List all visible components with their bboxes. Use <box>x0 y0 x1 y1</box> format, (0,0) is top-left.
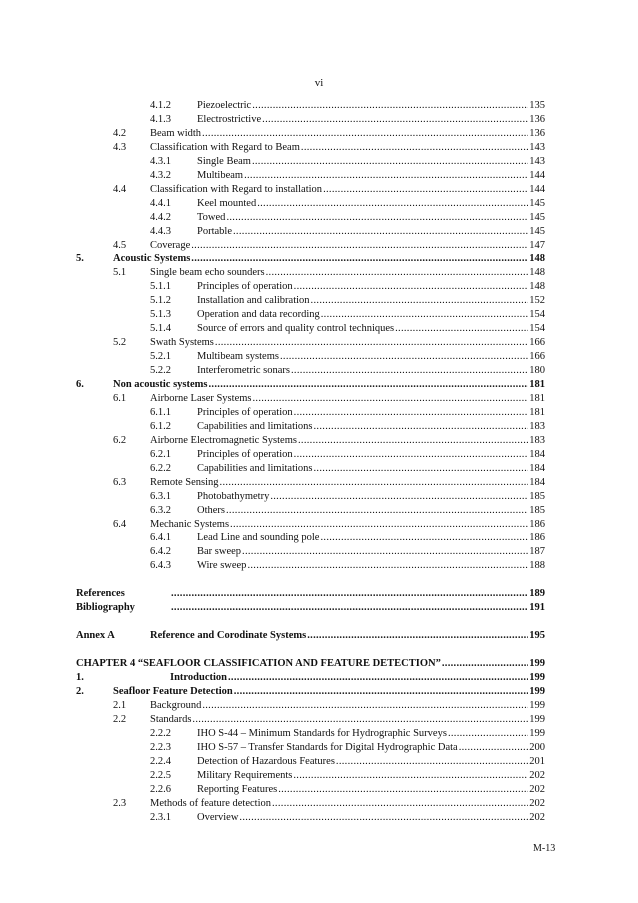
toc-entry-page: 199 <box>529 686 545 697</box>
toc-entry <box>113 518 545 532</box>
toc-entry-number: 2.2 <box>113 713 127 725</box>
toc-entry-page: 144 <box>529 169 545 181</box>
toc-entry-number: 5.1.4 <box>150 323 171 335</box>
toc-entry-page: 188 <box>529 560 545 572</box>
toc-entry <box>150 490 545 504</box>
dot-leader <box>298 434 528 448</box>
dot-leader <box>321 308 529 322</box>
toc-entry <box>150 531 545 545</box>
dot-leader <box>266 266 529 280</box>
dot-leader <box>280 350 528 364</box>
toc-entry-page: 184 <box>529 448 545 460</box>
toc-entry-number: 6.4.2 <box>150 546 171 558</box>
toc-entry-page: 202 <box>529 783 545 795</box>
toc-entry-title: Detection of Hazardous Features <box>197 755 335 767</box>
dot-leader <box>244 169 528 183</box>
toc-entry-title: Military Requirements <box>197 769 293 781</box>
toc-entry-page: 184 <box>529 462 545 474</box>
toc-entry-number: 6.1 <box>113 392 127 404</box>
toc-entry <box>113 476 545 490</box>
toc-entry-title: Lead Line and sounding pole <box>197 532 320 544</box>
toc-entry-title: Operation and data recording <box>197 309 320 321</box>
toc-entry-page: 199 <box>529 713 545 725</box>
dot-leader <box>294 448 529 462</box>
toc-entry-page: 189 <box>529 588 545 600</box>
toc-entry-number: 4.1.2 <box>150 100 171 111</box>
dot-leader <box>228 671 528 685</box>
toc-entry-title: Principles of operation <box>197 281 293 293</box>
toc-entry <box>150 308 545 322</box>
toc-entry-page: 148 <box>529 267 545 279</box>
dot-leader <box>442 657 528 671</box>
toc-entry-page: 191 <box>529 602 545 614</box>
toc-entry-number: Annex A <box>76 630 115 642</box>
dot-leader <box>314 462 529 476</box>
toc-entry-page: 136 <box>529 127 545 139</box>
dot-leader <box>395 322 528 336</box>
toc-entry <box>76 601 545 615</box>
toc-entry-title: Remote Sensing <box>150 476 219 488</box>
toc-entry-title: Swath Systems <box>150 337 214 349</box>
toc-entry-number: Bibliography <box>76 602 135 614</box>
toc-entry-page: 143 <box>529 141 545 153</box>
dot-leader <box>239 811 528 825</box>
toc-entry <box>150 727 545 741</box>
toc-entry <box>150 420 545 434</box>
toc-entry <box>113 239 545 253</box>
toc-entry-page: 185 <box>529 504 545 516</box>
dot-leader <box>233 225 528 239</box>
toc-entry-page: 183 <box>529 434 545 446</box>
toc-entry-page: 145 <box>529 197 545 209</box>
dot-leader <box>252 155 528 169</box>
page-number: vi <box>314 77 324 89</box>
toc-entry-title: Interferometric sonars <box>197 365 290 376</box>
toc-entry <box>76 671 545 685</box>
dot-leader <box>191 239 528 253</box>
toc-entry <box>150 225 545 239</box>
toc-entry-number: 4.4 <box>113 183 127 195</box>
dot-leader <box>226 211 528 225</box>
toc-entry-page: 199 <box>529 658 545 670</box>
toc-entry-number: 5.2.1 <box>150 351 171 363</box>
toc-entry-page: 154 <box>529 323 545 335</box>
toc-entry-page: 148 <box>529 281 545 293</box>
toc-entry-number: 6.1.1 <box>150 406 171 418</box>
toc-entry-number: 5.2.2 <box>150 365 171 376</box>
dot-leader <box>242 545 528 559</box>
toc-entry-number: 5.1.1 <box>150 281 171 293</box>
toc-entry <box>150 169 545 183</box>
toc-entry <box>113 336 545 350</box>
toc-entry-page: 166 <box>529 337 545 349</box>
toc-entry-title: Single beam echo sounders <box>150 267 265 279</box>
toc-entry <box>150 741 545 755</box>
toc-entry-number: 4.4.3 <box>150 225 171 237</box>
toc-entry <box>150 197 545 211</box>
dot-leader <box>252 392 528 406</box>
toc-entry <box>150 545 545 559</box>
dot-leader <box>272 797 528 811</box>
toc-entry-number: 6.3 <box>113 476 127 488</box>
toc-entry-title: Seafloor Feature Detection <box>113 686 233 697</box>
dot-leader <box>336 755 528 769</box>
toc-entry-title: Airborne Laser Systems <box>150 392 252 404</box>
dot-leader <box>270 490 528 504</box>
toc-entry-page: 145 <box>529 211 545 223</box>
toc-entry-number: 6.2.1 <box>150 448 171 460</box>
toc-entry-title: Source of errors and quality control techniques <box>197 323 395 335</box>
toc-entry-page: 143 <box>529 155 545 167</box>
toc-entry <box>150 755 545 769</box>
toc-entry-title: Capabilities and limitations <box>197 462 313 474</box>
toc-entry-title: CHAPTER 4 “SEAFLOOR CLASSIFICATION AND FEATURE DETECTION” <box>76 658 441 670</box>
toc-entry-number: 4.3.2 <box>150 169 171 181</box>
toc-entry-title: Portable <box>197 225 232 237</box>
toc-entry-page: 181 <box>529 392 545 404</box>
toc-entry-number: 5.1 <box>113 267 127 279</box>
toc-entry-page: 144 <box>529 183 545 195</box>
toc-entry-number: 2.2.5 <box>150 769 171 781</box>
toc-entry-number: 6.3.1 <box>150 490 171 502</box>
dot-leader <box>320 531 528 545</box>
toc-entry-number: 2.3.1 <box>150 811 171 823</box>
toc-entry-number: 4.5 <box>113 239 127 251</box>
toc-entry-title: Standards <box>150 713 192 725</box>
dot-leader <box>252 99 528 113</box>
toc-entry-number: 5.2 <box>113 337 127 349</box>
toc-entry-title: Capabilities and limitations <box>197 420 313 432</box>
toc-entry <box>150 280 545 294</box>
toc-entry-number: 6.4.1 <box>150 532 171 544</box>
toc-entry-number: 2.2.4 <box>150 755 171 767</box>
toc-entry-title: Principles of operation <box>197 406 293 418</box>
toc-entry-page: 136 <box>529 113 545 125</box>
toc-entry-title: Keel mounted <box>197 197 257 209</box>
toc-entry <box>76 629 545 643</box>
toc-entry-title: Photobathymetry <box>197 490 270 502</box>
toc-entry-page: 154 <box>529 309 545 321</box>
toc-entry <box>113 797 545 811</box>
dot-leader <box>307 629 528 643</box>
toc-entry-number: 5.1.2 <box>150 295 171 307</box>
toc-entry <box>150 294 545 308</box>
toc-entry-page: 184 <box>529 476 545 488</box>
toc-entry-title: Multibeam <box>197 169 244 181</box>
dot-leader <box>291 364 528 378</box>
toc-entry-number: 6.2 <box>113 434 127 446</box>
toc-entry-number: 4.3 <box>113 141 127 153</box>
toc-entry <box>113 392 545 406</box>
toc-entry-page: 199 <box>529 727 545 739</box>
toc-entry-title: Reporting Features <box>197 783 278 795</box>
toc-entry-page: 199 <box>529 672 545 684</box>
toc-entry-page: 145 <box>529 225 545 237</box>
toc-entry-page: 147 <box>529 239 545 251</box>
toc-entry-page: 148 <box>529 253 545 265</box>
toc-entry-page: 152 <box>529 295 545 307</box>
toc-entry-number: 6.2.2 <box>150 462 171 474</box>
toc-entry-page: 199 <box>529 700 545 711</box>
toc-entry-title: Overview <box>197 811 239 823</box>
toc-entry <box>150 99 545 113</box>
dot-leader <box>202 699 528 713</box>
toc-entry-page: 202 <box>529 797 545 809</box>
toc-entry-number: 5.1.3 <box>150 309 171 321</box>
dot-leader <box>192 713 528 727</box>
toc-entry-page: 166 <box>529 351 545 363</box>
toc-entry-number: 6.3.2 <box>150 504 171 516</box>
toc-entry-number: 2.2.6 <box>150 783 171 795</box>
toc-entry-page: 135 <box>529 100 545 111</box>
toc-entry-page: 202 <box>529 811 545 823</box>
toc-entry-number: 4.3.1 <box>150 155 171 167</box>
toc-entry-title: Beam width <box>150 127 202 139</box>
toc-entry-number: 2.2.2 <box>150 727 171 739</box>
toc-entry <box>76 685 545 699</box>
toc-entry <box>113 434 545 448</box>
toc-entry-title: Non acoustic systems <box>113 379 208 390</box>
toc-entry-title: IHO S-57 – Transfer Standards for Digital Hydrographic Data <box>197 741 458 753</box>
toc-entry <box>150 364 545 378</box>
toc-entry <box>76 378 545 392</box>
dot-leader <box>191 252 528 266</box>
toc-entry <box>113 699 545 713</box>
toc-entry <box>150 448 545 462</box>
toc-entry-title: Piezoelectric <box>197 100 252 111</box>
toc-entry-number: 2. <box>76 686 84 697</box>
toc-entry-title: Single Beam <box>197 155 251 167</box>
toc-entry-number: 6.4.3 <box>150 560 171 572</box>
dot-leader <box>257 197 528 211</box>
toc-entry <box>113 713 545 727</box>
toc-entry <box>113 127 545 141</box>
dot-leader <box>314 420 529 434</box>
dot-leader <box>247 559 528 573</box>
toc-entry-page: 181 <box>529 406 545 418</box>
toc-entry-page: 183 <box>529 420 545 432</box>
toc-entry-page: 200 <box>529 741 545 753</box>
toc-entry-page: 186 <box>529 518 545 530</box>
dot-leader <box>230 518 528 532</box>
toc-entry <box>150 559 545 573</box>
toc-entry-title: Principles of operation <box>197 448 293 460</box>
toc-entry-title: Installation and calibration <box>197 295 310 307</box>
toc-entry-number: 4.2 <box>113 127 127 139</box>
page-footer: M-13 <box>533 843 556 854</box>
dot-leader <box>234 685 529 699</box>
toc-entry-page: 201 <box>529 755 545 767</box>
dot-leader <box>278 783 528 797</box>
toc-entry <box>76 657 545 671</box>
dot-leader <box>323 183 528 197</box>
toc-entry <box>150 783 545 797</box>
toc-entry <box>150 350 545 364</box>
toc-entry-title: Wire sweep <box>197 560 247 572</box>
toc-entry-page: 202 <box>529 769 545 781</box>
toc-entry-title: Electrostrictive <box>197 113 262 125</box>
toc-entry-title: Bar sweep <box>197 546 242 558</box>
toc-entry-number: 2.1 <box>113 700 127 711</box>
toc-entry-title: Background <box>150 700 202 711</box>
dot-leader <box>294 406 529 420</box>
toc-entry-title: Mechanic Systems <box>150 518 230 530</box>
toc-entry-number: 4.4.1 <box>150 197 171 209</box>
toc-entry-page: 180 <box>529 365 545 376</box>
toc-entry-title: Classification with Regard to Beam <box>150 141 300 153</box>
toc-entry-title: IHO S-44 – Minimum Standards for Hydrographic Surveys <box>197 727 447 739</box>
toc-entry <box>113 183 545 197</box>
toc-entry <box>150 504 545 518</box>
toc-entry-number: References <box>76 588 125 600</box>
toc-entry-number: 2.2.3 <box>150 741 171 753</box>
dot-leader <box>301 141 528 155</box>
dot-leader <box>262 113 528 127</box>
toc-entry-number: 6.1.2 <box>150 420 171 432</box>
toc-entry-number: 1. <box>76 672 84 684</box>
dot-leader <box>459 741 529 755</box>
toc-entry-number: 2.3 <box>113 797 127 809</box>
toc-entry-page: 187 <box>529 546 545 558</box>
toc-entry-title: Reference and Corodinate Systems <box>150 630 307 642</box>
toc-entry <box>150 322 545 336</box>
toc-entry <box>150 462 545 476</box>
toc-entry-title: Towed <box>197 211 226 223</box>
toc-entry-title: Others <box>197 504 225 516</box>
toc-entry-title: Introduction <box>170 672 227 684</box>
dot-leader <box>215 336 528 350</box>
toc-entry-title: Acoustic Systems <box>113 253 191 265</box>
dot-leader <box>220 476 529 490</box>
dot-leader <box>294 280 529 294</box>
toc-entry-number: 4.1.3 <box>150 113 171 125</box>
toc-entry-page: 185 <box>529 490 545 502</box>
toc-entry <box>113 266 545 280</box>
toc-entry-page: 186 <box>529 532 545 544</box>
toc-entry <box>150 811 545 825</box>
dot-leader <box>448 727 528 741</box>
toc-entry-number: 5. <box>76 253 84 265</box>
toc-entry <box>150 211 545 225</box>
dot-leader <box>311 294 529 308</box>
toc-entry-title: Classification with Regard to installation <box>150 183 323 195</box>
toc-entry-number: 4.4.2 <box>150 211 171 223</box>
dot-leader <box>171 587 528 601</box>
toc-entry-title: Methods of feature detection <box>150 797 271 809</box>
dot-leader <box>226 504 528 518</box>
dot-leader <box>171 601 528 615</box>
dot-leader <box>293 769 528 783</box>
toc-entry <box>76 587 545 601</box>
toc-entry <box>76 252 545 266</box>
toc-entry <box>150 769 545 783</box>
toc-entry-title: Coverage <box>150 239 191 251</box>
toc-entry-page: 195 <box>529 630 545 642</box>
toc-entry-number: 6.4 <box>113 518 127 530</box>
toc-entry <box>113 141 545 155</box>
toc-entry <box>150 406 545 420</box>
toc-entry-title: Airborne Electromagnetic Systems <box>150 434 297 446</box>
dot-leader <box>202 127 528 141</box>
toc-entry-title: Multibeam systems <box>197 351 279 363</box>
toc-entry <box>150 113 545 127</box>
dot-leader <box>209 378 529 392</box>
toc-entry <box>150 155 545 169</box>
toc-entry-number: 6. <box>76 379 84 390</box>
toc-entry-page: 181 <box>529 379 545 390</box>
